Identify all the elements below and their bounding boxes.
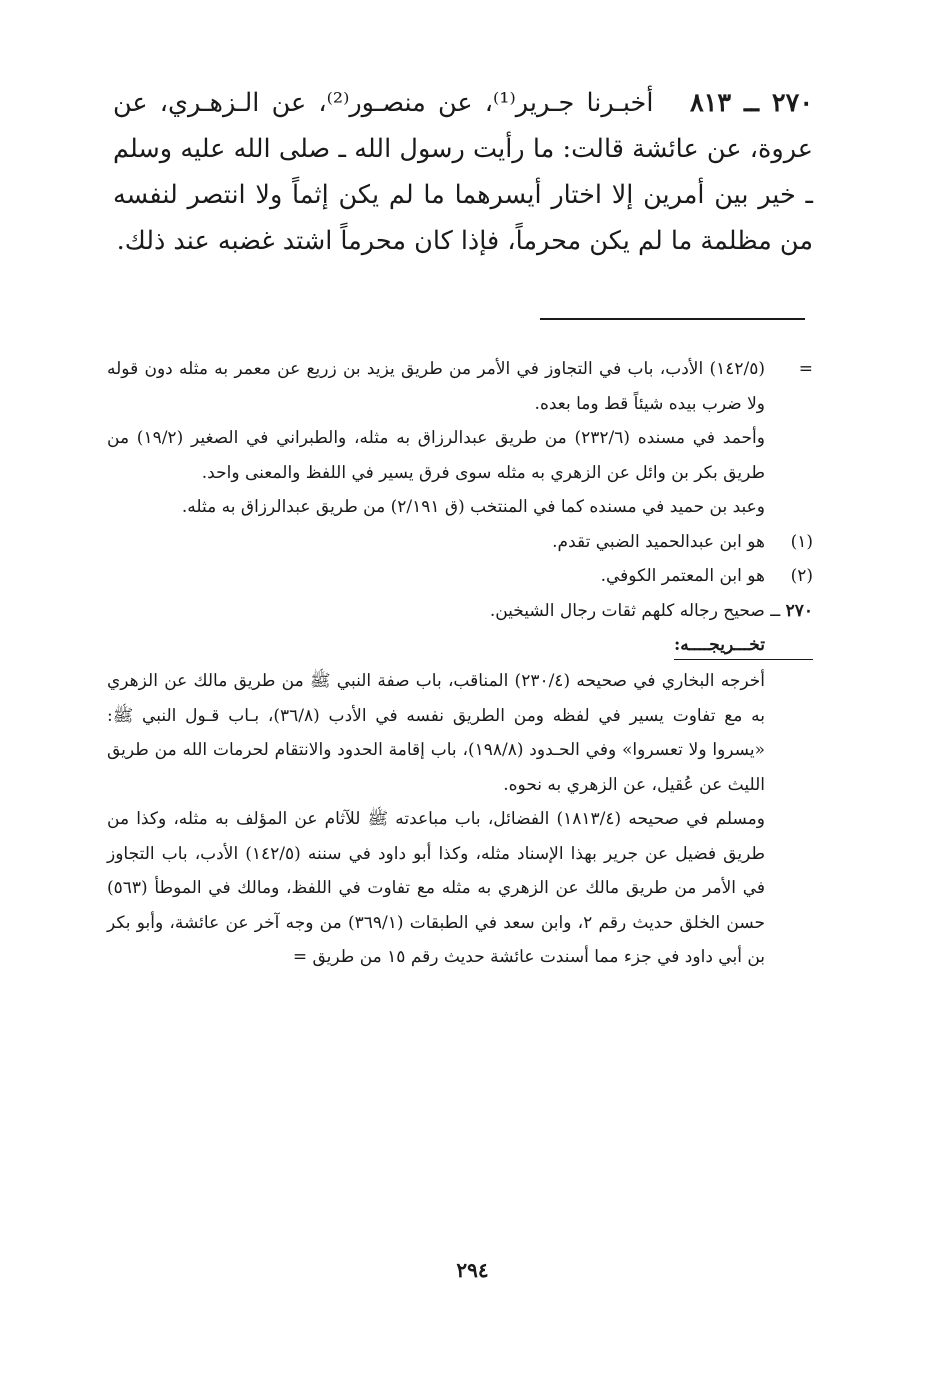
continuation-marker: = bbox=[798, 359, 813, 379]
footnote-mark: (١) bbox=[790, 531, 813, 552]
hadith-main-text bbox=[113, 80, 813, 264]
continued-line-1: (١٤٢/٥) الأدب، باب في التجاوز في الأمر من طريق يزيد بن زريع عن معمر به مثله دون قوله ولا ضرب بيده شيئاً قط وما بعده. bbox=[107, 359, 765, 414]
page-number: ٢٩٤ bbox=[456, 1258, 489, 1282]
hadith-number: ٢٧٠ ــ ٨١٣ bbox=[689, 88, 814, 118]
hadith-text: أخبـرنا جـرير⁽¹⁾، عن منصـور⁽²⁾، عن الـزهـري، عن عروة، عن عائشة قالت: ما رأيت رسول الله ـ صلى الله عليه وسلم ـ خير بين أمرين إلا اختار أيسرهما ما لم يكن إثماً ولا انتصر لنفسه من مظلمة ما لم يكن محرماً، فإذا كان محرماً اشتد غضبه عند ذلك. bbox=[113, 88, 813, 256]
continued-line-2: وأحمد في مسنده (٢٣٢/٦) من طريق عبدالرزاق به مثله، والطبراني في الصغير (١٩/٢) من طريق بكر بن وائل عن الزهري به مثله سوى فرق يسير في اللفظ والمعنى واحد. bbox=[107, 428, 765, 483]
takhrij-heading: تخـــريجــــه: bbox=[674, 631, 813, 660]
footnote-separator bbox=[540, 318, 805, 320]
grade-number: ٢٧٠ bbox=[785, 600, 813, 621]
takhrij-paragraph-1: أخرجه البخاري في صحيحه (٢٣٠/٤) المناقب، باب صفة النبي ﷺ من طريق مالك عن الزهري به مع تفاوت يسير في لفظه ومن الطريق نفسه في الأدب (٣٦/٨)، بـاب قـول النبي ﷺ: «يسروا ولا تعسروا» وفي الحـدود (١٩٨/٨)، باب إقامة الحدود والانتقام لحرمات الله من طريق الليث عن عُقيل، عن الزهري به نحوه. bbox=[107, 671, 766, 795]
continued-line-3: وعبد بن حميد في مسنده كما في المنتخب (ق ٢/١٩١) من طريق عبدالرزاق به مثله. bbox=[181, 497, 765, 517]
footnote-2 bbox=[107, 559, 813, 594]
footnotes-area bbox=[107, 352, 813, 975]
hadith-paragraph bbox=[113, 80, 813, 264]
takhrij-paragraph-2: ومسلم في صحيحه (١٨١٣/٤) الفضائل، باب مباعدته ﷺ للآثام عن المؤلف به مثله، وكذا من طريق فضيل عن جرير بهذا الإسناد مثله، وكذا أبو داود في سننه (١٤٢/٥) الأدب، باب التجاوز في الأمر من طريق مالك عن الزهري به مثله مع تفاوت في اللفظ، ومالك في الموطأ (٥٦٣) حسن الخلق حديث رقم ٢، وابن سعد في الطبقات (٣٦٩/١) من وجه آخر عن عائشة، وأبو بكر بن أبي داود في جزء مما أسندت عائشة حديث رقم ١٥ من طريق = bbox=[107, 809, 765, 967]
grade-text: ــ صحيح رجاله كلهم ثقات رجال الشيخين. bbox=[489, 600, 781, 621]
footnote-1 bbox=[107, 525, 813, 560]
grade-line bbox=[107, 594, 813, 629]
footnote-text: هو ابن عبدالحميد الضبي تقدم. bbox=[552, 531, 765, 552]
continued-footnote bbox=[107, 352, 813, 525]
footnote-text: هو ابن المعتمر الكوفي. bbox=[600, 566, 765, 586]
footnote-mark: (٢) bbox=[790, 566, 813, 586]
